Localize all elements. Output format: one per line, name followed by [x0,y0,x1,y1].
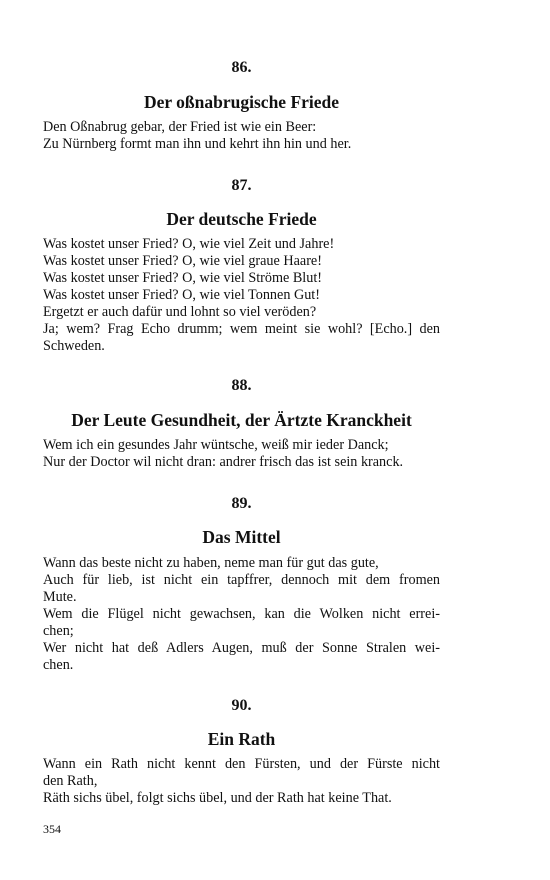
poem-number: 88. [231,377,252,394]
poem-body [43,119,440,153]
poem-line: Was kostet unser Fried? O, wie viel Zeit und Jahre! [43,236,335,252]
poem-body [43,236,440,355]
poem-line: Wer nicht hat deß Adlers Augen, muß der Sonne Stralen wei- [43,640,440,656]
poem-line: Was kostet unser Fried? O, wie viel graue Haare! [43,253,322,269]
poem-line: Ergetzt er auch dafür und lohnt so viel veröden? [43,304,317,320]
poem-line: Wem ich ein gesundes Jahr wüntsche, weiß mir ieder Danck; [43,437,389,453]
poem-line: den Rath, [43,773,98,789]
poem-line: chen. [43,657,74,673]
poem-body [43,756,440,807]
poem-line: Den Oßnabrug gebar, der Fried ist wie ein Beer: [43,119,317,135]
poem-line: chen; [43,623,74,639]
poem-title: Der oßnabrugische Friede [143,92,340,112]
poem-line: Was kostet unser Fried? O, wie viel Ströme Blut! [43,270,323,286]
poem-line: Was kostet unser Fried? O, wie viel Tonnen Gut! [43,287,320,303]
poem-title: Der Leute Gesundheit, der Ärtzte Kranckheit [71,410,412,430]
poem-line: Mute. [43,589,77,605]
poem-number: 89. [231,495,252,512]
page-number: 354 [43,822,61,836]
poem-title: Der deutsche Friede [166,209,317,229]
poem-line: Zu Nürnberg formt man ihn und kehrt ihn hin und her. [43,136,352,152]
poem-line: Wann ein Rath nicht kennt den Fürsten, und der Fürste nicht [43,756,440,772]
poem-line: Wann das beste nicht zu haben, neme man für gut das gute, [43,555,379,571]
poem-number: 90. [231,697,252,714]
poem-line: Ja; wem? Frag Echo drumm; wem meint sie wohl? [Echo.] den [43,321,440,337]
poem-title: Das Mittel [202,527,281,547]
poem-body [43,437,440,471]
poem-line: Nur der Doctor wil nicht dran: andrer frisch das ist sein kranck. [43,454,404,470]
poem-title: Ein Rath [207,729,276,749]
poem-line: Räth sichs übel, folgt sichs übel, und der Rath hat keine That. [43,790,392,806]
poem-number: 87. [231,177,252,194]
poem-line: Wem die Flügel nicht gewachsen, kan die Wolken nicht errei- [43,606,440,622]
poem-number: 86. [231,59,252,76]
poem-body [43,555,440,674]
poem-line: Auch für lieb, ist nicht ein tapffrer, dennoch mit dem fromen [43,572,440,588]
poem-line: Schweden. [43,338,105,354]
